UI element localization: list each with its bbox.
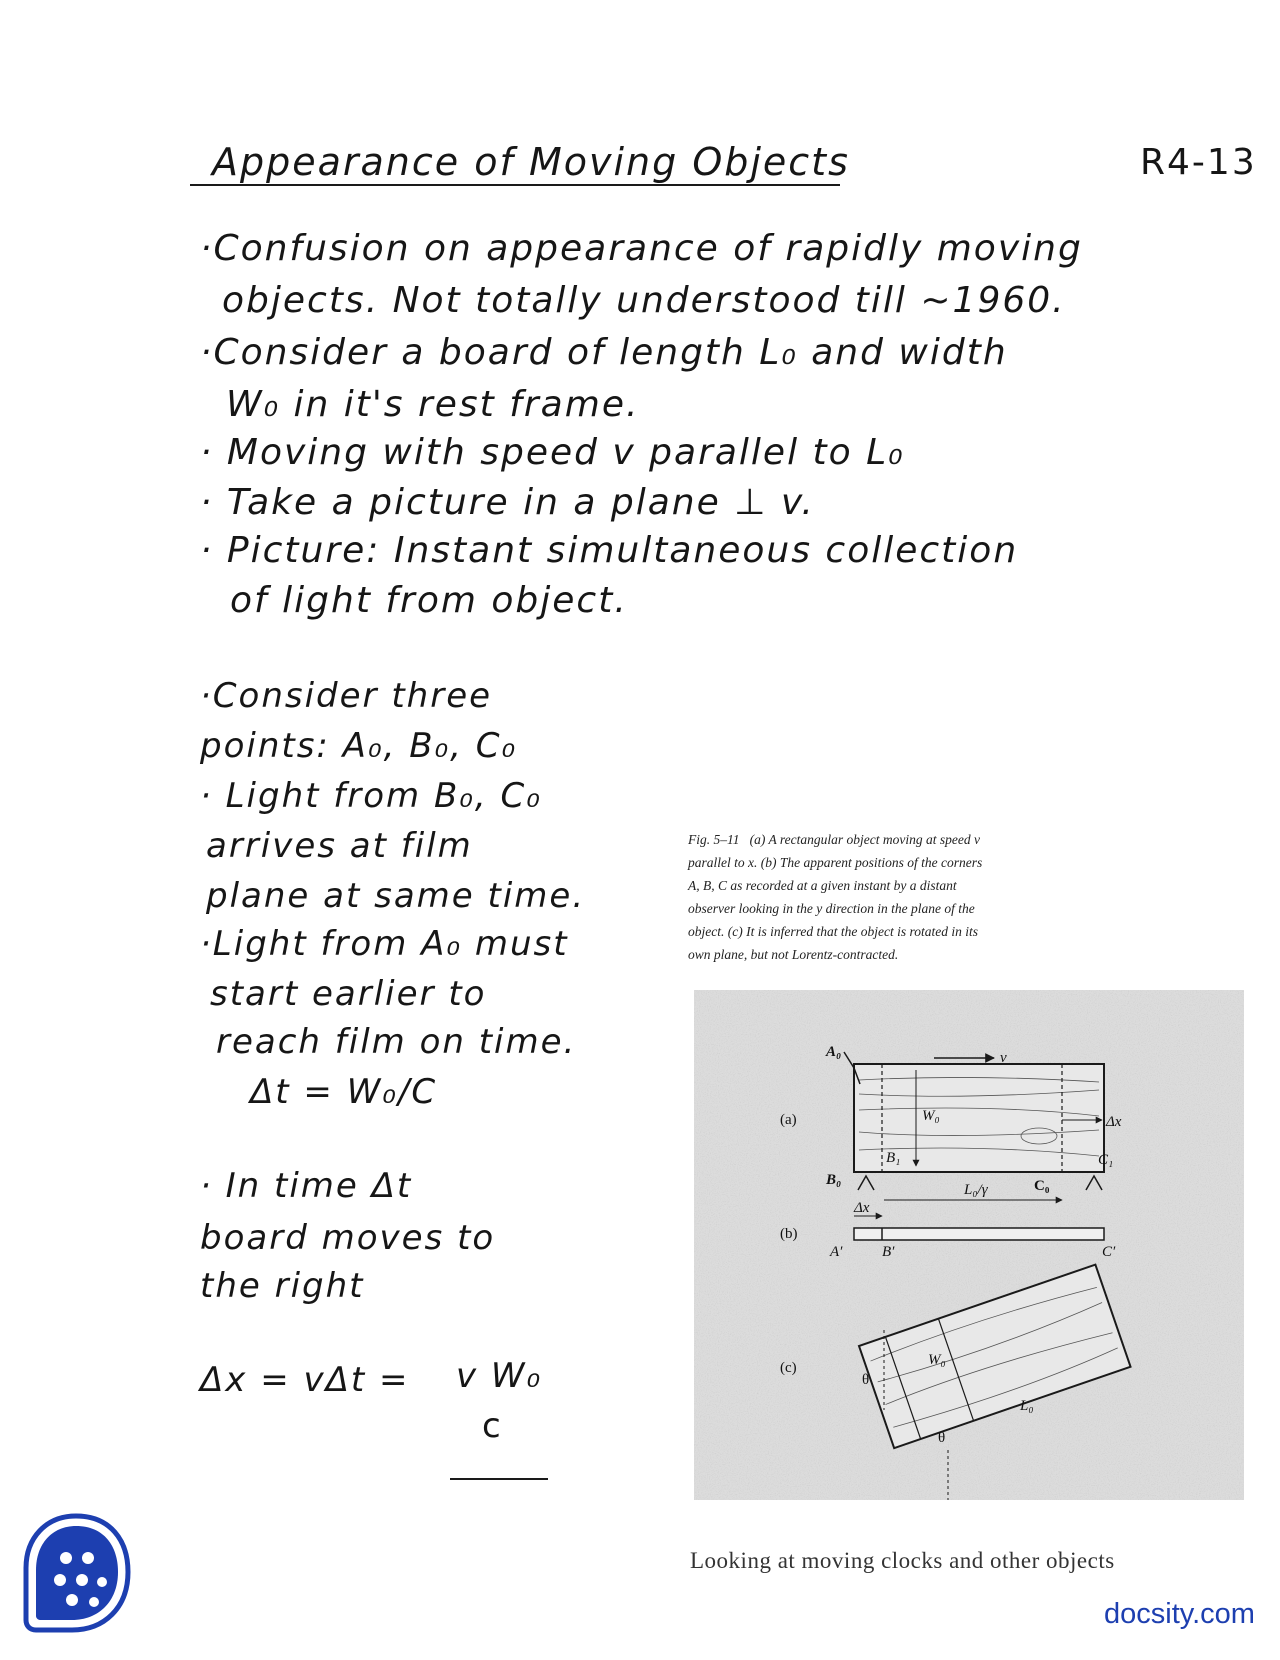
page-reference: R4-13 bbox=[1140, 142, 1257, 183]
caption-line: parallel to x. (b) The apparent positions of the corners bbox=[688, 855, 983, 870]
caption-line: A, B, C as recorded at a given instant by a distant bbox=[688, 878, 957, 893]
label-L0-c: L₀ bbox=[1020, 1398, 1034, 1414]
note-line: · In time Δt bbox=[200, 1166, 413, 1206]
page-title: Appearance of Moving Objects bbox=[212, 140, 850, 184]
label-B-prime: B′ bbox=[882, 1244, 895, 1260]
caption-line: object. (c) It is inferred that the object is rotated in its bbox=[688, 924, 978, 939]
image-strip-b bbox=[854, 1228, 1104, 1240]
note-line: the right bbox=[200, 1266, 365, 1306]
figure-caption bbox=[688, 828, 1108, 966]
note-line: ·Light from A₀ must bbox=[200, 924, 569, 964]
equation-numerator: v W₀ bbox=[456, 1356, 543, 1396]
figure-label: Fig. 5–11 bbox=[688, 832, 740, 847]
label-a: (a) bbox=[780, 1112, 797, 1128]
label-C0: C₀ bbox=[1034, 1178, 1050, 1194]
fraction-bar bbox=[450, 1478, 548, 1480]
note-line: arrives at film bbox=[206, 826, 473, 866]
note-equation: Δt = W₀/C bbox=[250, 1072, 438, 1112]
label-theta-1: θ bbox=[862, 1372, 870, 1388]
label-v: v bbox=[1000, 1050, 1007, 1066]
label-A0: A₀ bbox=[826, 1044, 842, 1060]
label-A-prime: A′ bbox=[830, 1244, 843, 1260]
note-line: ·Confusion on appearance of rapidly moving bbox=[200, 228, 1083, 269]
label-C1: C₁ bbox=[1098, 1152, 1114, 1168]
note-line: · Picture: Instant simultaneous collection bbox=[200, 530, 1019, 571]
note-line: reach film on time. bbox=[216, 1022, 577, 1062]
caption-line: own plane, but not Lorentz-contracted. bbox=[688, 947, 899, 962]
note-line: board moves to bbox=[200, 1218, 496, 1258]
label-B1: B₁ bbox=[886, 1150, 901, 1166]
brand-link[interactable]: docsity.com bbox=[1104, 1598, 1255, 1630]
label-b: (b) bbox=[780, 1226, 798, 1242]
label-L0-gamma: L₀/γ bbox=[964, 1182, 988, 1198]
note-line: · Light from B₀, C₀ bbox=[200, 776, 542, 816]
label-W0: W₀ bbox=[922, 1108, 940, 1124]
label-B0: B₀ bbox=[826, 1172, 842, 1188]
note-line: · Moving with speed v parallel to L₀ bbox=[200, 432, 905, 473]
docsity-logo-icon[interactable] bbox=[20, 1512, 132, 1634]
note-line: ·Consider three bbox=[200, 676, 493, 716]
note-line: plane at same time. bbox=[206, 876, 586, 916]
note-line: of light from object. bbox=[230, 580, 628, 621]
label-C-prime: C′ bbox=[1102, 1244, 1116, 1260]
note-line: · Take a picture in a plane ⊥ v. bbox=[200, 482, 815, 523]
note-line: start earlier to bbox=[210, 974, 487, 1014]
label-theta-2: θ bbox=[938, 1430, 946, 1446]
equation-lhs: Δx = vΔt = bbox=[200, 1360, 410, 1400]
note-line: ·Consider a board of length L₀ and width bbox=[200, 332, 1008, 373]
label-W0-c: W₀ bbox=[928, 1352, 946, 1368]
moving-board-figure bbox=[694, 990, 1244, 1500]
caption-line: (a) A rectangular object moving at speed v bbox=[749, 832, 980, 847]
note-line: points: A₀, B₀, C₀ bbox=[200, 726, 518, 766]
label-c: (c) bbox=[780, 1360, 797, 1376]
note-line: objects. Not totally understood till ~1960. bbox=[222, 280, 1066, 321]
label-dx2: Δx bbox=[854, 1200, 870, 1216]
equation-denominator: c bbox=[482, 1406, 503, 1446]
caption-line: observer looking in the y direction in the plane of the bbox=[688, 901, 975, 916]
note-line: W₀ in it's rest frame. bbox=[226, 384, 640, 425]
label-dx: Δx bbox=[1106, 1114, 1122, 1130]
title-underline bbox=[190, 184, 840, 186]
book-section-title: Looking at moving clocks and other objects bbox=[690, 1548, 1115, 1573]
